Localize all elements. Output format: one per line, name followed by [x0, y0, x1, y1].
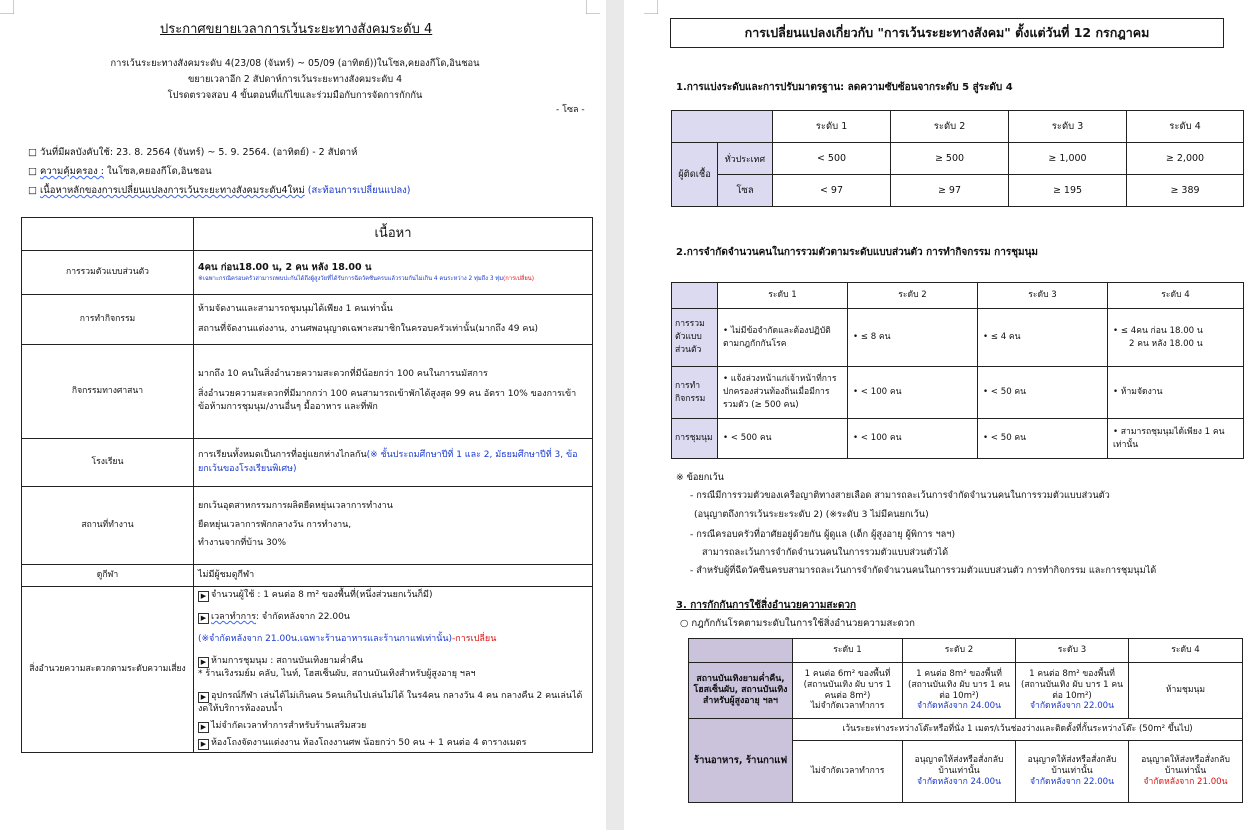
cell-line: จำกัดหลังจาก 22.00น — [1029, 701, 1115, 712]
table-cell — [903, 663, 1016, 719]
table-cell: • < 100 คน — [848, 367, 978, 419]
bullet-coverage — [28, 164, 212, 179]
signature: - โซล - — [556, 105, 585, 115]
level-header: ระดับ 3 — [1009, 111, 1127, 143]
bullet-value: 23. 8. 2564 (จันทร์) ~ 5. 9. 2564. (อาทิตย์) - 2 สัปดาห์ — [116, 147, 358, 158]
level-header: ระดับ 3 — [1016, 639, 1129, 663]
cell-line: จำกัดหลังจาก 24.00น — [916, 701, 1002, 712]
exception-line: (อนุญาตถึงการเว้นระยะระดับ 2) (※ระดับ 3 ไม่มีคนยกเว้น) — [694, 509, 929, 520]
gathering-table — [671, 282, 1244, 459]
row-category: การทำกิจกรรม — [22, 295, 194, 345]
cell-line: อนุญาตให้ส่งหรือสั่งกลับบ้านเท่านั้น — [1141, 755, 1230, 777]
table-cell — [1016, 741, 1129, 803]
row-line: มากถึง 10 คนในสิ่งอำนวยความสะดวกที่มีน้อยกว่า 100 คนในการนมัสการ — [198, 368, 488, 379]
section-1-heading: 1.การแบ่งระดับและการปรับมาตรฐาน: ลดความซับซ้อนจากระดับ 5 สู่ระดับ 4 — [676, 82, 1013, 93]
row-line: การเรียนทั้งหมดเป็นการที่อยู่แยกห่างไกลกัน — [198, 449, 367, 460]
row-content — [194, 487, 593, 565]
table-cell: ≥ 2,000 — [1127, 143, 1244, 175]
table-row — [22, 295, 593, 345]
table-row — [672, 309, 1244, 367]
row-line: ▶ อุปกรณ์กีฬา เล่นได้ไม่เกินคน 5คนเกินไปเล่นไม่ได้ ในร4คน กลางวัน 4 คน กลางคืน 2 คนเล่นได้ งดให้บริการห้องอบน้ำ — [198, 691, 583, 715]
table-cell: • < 500 คน — [718, 419, 848, 459]
square-bullet-icon: □ — [28, 166, 40, 177]
cell-line: 1 คนต่อ 8m² ของพื้นที่ (สถานบันเทิง ผับ บาร 1 คนต่อ 10m²) — [907, 669, 1011, 701]
table-cell: • ≤ 8 คน — [848, 309, 978, 367]
bullet-label: ความคุ้มครอง : — [40, 166, 104, 177]
checkbox-icon: ▶ — [198, 657, 209, 668]
corner-mark — [0, 0, 14, 14]
level-header: ระดับ 4 — [1129, 639, 1243, 663]
cell-line: จำกัดหลังจาก 24.00น — [916, 776, 1002, 787]
row-category: สถานที่ทำงาน — [22, 487, 194, 565]
row-line: ห้ามจัดงานและสามารถชุมนุมได้เพียง 1 คนเท่านั้น — [198, 303, 393, 314]
row-sublabel: โซล — [718, 175, 773, 207]
page-title: ประกาศขยายเวลาการเว้นระยะทางสังคมระดับ 4 — [160, 22, 433, 37]
checkbox-icon: ▶ — [198, 591, 209, 602]
bullet-main-changes — [28, 183, 411, 198]
level-header: ระดับ 2 — [848, 283, 978, 309]
corner-mark — [644, 0, 658, 14]
table-header-empty — [22, 218, 194, 251]
level-header: ระดับ 1 — [793, 639, 903, 663]
cell-line: จำกัดหลังจาก 21.00น — [1143, 776, 1228, 787]
table-cell: • < 50 คน — [978, 419, 1108, 459]
section-3-heading: 3. การกักกันการใช้สิ่งอำนวยความสะดวก — [676, 600, 857, 611]
cell-line: 1 คนต่อ 8m² ของพื้นที่ (สถานบันเทิง ผับ บาร 1 คนต่อ 10m²) — [1020, 669, 1124, 701]
row-category: ดูกีฬา — [22, 565, 194, 587]
intro-line-3: โปรดตรวจสอบ 4 ขั้นตอนที่แก้ไขและร่วมมือกับการจัดการกักกัน — [167, 90, 423, 101]
table-row — [22, 565, 593, 587]
cell-line: จำกัดหลังจาก 22.00น — [1029, 776, 1115, 787]
cell-line: 1 คนต่อ 6m² ของพื้นที่ (สถานบันเทิง ผับ บาร 1 คนต่อ 8m²) — [803, 669, 892, 701]
level-header: ระดับ 4 — [1108, 283, 1244, 309]
corner-cell — [672, 111, 773, 143]
cell-line: อนุญาตให้ส่งหรือสั่งกลับบ้านเท่านั้น — [914, 755, 1004, 777]
table-cell — [1016, 663, 1129, 719]
cell-line: 2 คน หลัง 18.00 น — [1129, 338, 1203, 349]
row-line: ข้อห้ามการชุมนุม/งานอื่นๆ มื้ออาหาร และที่พัก — [198, 402, 378, 413]
row-label: ร้านอาหาร, ร้านกาแฟ — [689, 719, 793, 803]
table-row — [22, 345, 593, 439]
exception-line: - กรณีครอบครัวที่อาศัยอยู่ด้วยกัน ผู้ดูแล (เด็ก ผู้สูงอายุ ผู้พิการ ฯลฯ) — [690, 529, 956, 540]
row-line: ทำงานจากที่บ้าน 30% — [198, 538, 287, 549]
table-row — [672, 419, 1244, 459]
table-row — [22, 487, 593, 565]
table-row — [672, 175, 1244, 207]
table-cell: < 500 — [773, 143, 891, 175]
row-line: * ร้านเริงรมย์ม คลับ, ไนท์, โฮสเซ็นผับ, สถานบันเทิงสำหรับผู้สูงอายุ ฯลฯ — [198, 669, 476, 680]
row-content — [194, 587, 593, 753]
row-line: ▶ ห้ามการชุมนุม : สถานบันเทิงยามค่ำคืน — [198, 655, 588, 668]
corner-cell — [689, 639, 793, 663]
table-cell: < 97 — [773, 175, 891, 207]
table-row — [672, 283, 1244, 309]
page-title: การเปลี่ยนแปลงเกี่ยวกับ "การเว้นระยะทางสังคม" ตั้งแต่วันที่ 12 กรกฎาคม — [670, 18, 1224, 48]
cell-line: ไม่จำกัดเวลาทำการ — [810, 701, 885, 712]
row-line-blue: (※ ชั้นประถมศึกษาปีที่ 1 และ 2, มัธยมศึกษาปีที่ 3, ข้อยกเว้นของโรงเรียนพิเศษ) — [198, 449, 578, 474]
table-cell: • สามารถชุมนุมได้เพียง 1 คนเท่านั้น — [1108, 419, 1244, 459]
exception-line: - สำหรับผู้ที่ฉีดวัคซีนครบสามารถละเว้นการจำกัดจำนวนคนในการรวมตัวแบบส่วนตัว การทำกิจกรรม และการชุมนุมได้ — [690, 565, 1157, 576]
exception-line: - กรณีมีการรวมตัวของเครือญาติทางสายเลือด สามารถละเว้นการจำกัดจำนวนคนในการรวมตัวแบบส่วนตัว — [690, 490, 1110, 501]
row-label: การทำกิจกรรม — [672, 367, 718, 419]
cell-line: • ≤ 4คน ก่อน 18.00 น — [1113, 325, 1203, 336]
table-cell — [1108, 309, 1244, 367]
table-cell: • ห้ามจัดงาน — [1108, 367, 1244, 419]
exceptions-title: ※ ข้อยกเว้น — [676, 472, 724, 483]
level-header: ระดับ 1 — [773, 111, 891, 143]
gathering-limit: 4คน ก่อน18.00 น, 2 คน หลัง 18.00 น — [198, 261, 372, 273]
checkbox-icon: ▶ — [198, 722, 209, 733]
table-header: เนื้อหา — [194, 218, 593, 251]
checkbox-icon: ▶ — [198, 739, 209, 750]
levels-table — [671, 110, 1244, 207]
row-category: การรวมตัวแบบส่วนตัว — [22, 251, 194, 295]
row-line: ▶ ไม่จำกัดเวลาทำการสำหรับร้านเสริมสวย — [198, 720, 588, 733]
table-cell — [1129, 741, 1243, 803]
row-label: ผู้ติดเชื้อ — [672, 143, 718, 207]
row-line: (※จำกัดหลังจาก 21.00น.เฉพาะร้านอาหารและร้านกาแฟเท่านั้น)-การเปลี่ยน — [198, 634, 497, 645]
row-content: ไม่มีผู้ชมดูกีฬา — [194, 565, 593, 587]
table-cell: ≥ 97 — [891, 175, 1009, 207]
table-cell: ≥ 500 — [891, 143, 1009, 175]
table-cell — [793, 663, 903, 719]
row-line: ▶ จำนวนผู้ใช้ : 1 คนต่อ 8 m² ของพื้นที่(หนึ่งส่วนยกเว้นก็มี) — [198, 589, 588, 602]
section-3-subheading: ○ กฎกักกันโรคตามระดับในการใช้สิ่งอำนวยความสะดวก — [680, 618, 915, 629]
table-cell: • ไม่มีข้อจำกัดและต้องปฏิบัติตามกฎกักกันโรค — [718, 309, 848, 367]
table-row — [22, 439, 593, 487]
section-2-heading: 2.การจำกัดจำนวนคนในการรวมตัวตามระดับแบบส่วนตัว การทำกิจกรรม การชุมนุม — [676, 247, 1039, 258]
cell-line: อนุญาตให้ส่งหรือสั่งกลับบ้านเท่านั้น — [1027, 755, 1117, 777]
row-sublabel: ทั่วประเทศ — [718, 143, 773, 175]
table-cell: • แจ้งล่วงหน้าแก่เจ้าหน้าที่การปกครองส่วนท้องถิ่นเมื่อมีการรวมตัว (≥ 500 คน) — [718, 367, 848, 419]
bullet-effective-date — [28, 145, 357, 160]
square-bullet-icon: □ — [28, 147, 40, 158]
corner-cell — [672, 283, 718, 309]
table-cell: ไม่จำกัดเวลาทำการ — [793, 741, 903, 803]
table-cell: • < 100 คน — [848, 419, 978, 459]
table-cell: • ≤ 4 คน — [978, 309, 1108, 367]
row-content — [194, 251, 593, 295]
checkbox-icon: ▶ — [198, 613, 209, 624]
row-line: ยืดหยุ่นเวลาการพักกลางวัน การทำงาน, — [198, 519, 352, 530]
row-content — [194, 345, 593, 439]
row-line: ยกเว้นอุตสาหกรรมการผลิตยืดหยุ่นเวลาการทำงาน — [198, 500, 393, 511]
intro-line-2: ขยายเวลาอีก 2 สัปดาห์การเว้นระยะทางสังคมระดับ 4 — [187, 74, 403, 85]
level-header: ระดับ 4 — [1127, 111, 1244, 143]
table-row — [22, 251, 593, 295]
table-row — [689, 663, 1243, 719]
row-label: การชุมนุม — [672, 419, 718, 459]
level-header: ระดับ 2 — [891, 111, 1009, 143]
row-category: กิจกรรมทางศาสนา — [22, 345, 194, 439]
table-row — [672, 367, 1244, 419]
corner-mark — [586, 0, 600, 14]
table-cell: • < 50 คน — [978, 367, 1108, 419]
row-line: ▶ ห้องโถงจัดงานแต่งงาน ห้องโถงงานศพ น้อยกว่า 50 คน + 1 คนต่อ 4 ตารางเมตร — [198, 737, 588, 750]
checkbox-icon: ▶ — [198, 692, 209, 703]
bullet-label: เนื้อหาหลักของการเปลี่ยนแปลงการเว้นระยะทางสังคมระดับ4ใหม่ — [40, 185, 305, 196]
table-cell: ห้ามชุมนุม — [1129, 663, 1243, 719]
square-bullet-icon: □ — [28, 185, 40, 196]
table-cell: ≥ 1,000 — [1009, 143, 1127, 175]
row-line: ▶ เวลาทำการ: จำกัดหลังจาก 22.00น — [198, 611, 588, 624]
level-header: ระดับ 2 — [903, 639, 1016, 663]
gathering-note: ※เฉพาะกรณีครอบครัวสามารถพบปะกันได้ถึงผู้สูงวัยที่ได้รับการฉีดวัคซีนครบแล้วรวมกันไม่เกิน 4 คนระหว่าง 2 ทุ่มถึง 3 ทุ่ม(การเปลี่ยน) — [198, 276, 535, 283]
level-header: ระดับ 3 — [978, 283, 1108, 309]
intro-line-1: การเว้นระยะทางสังคมระดับ 4(23/08 (จันทร์) ~ 05/09 (อาทิตย์))ในโซล,คยองกีโด,อินชอน — [110, 58, 480, 69]
level-header: ระดับ 1 — [718, 283, 848, 309]
bullet-value: ในโซล,คยองกีโด,อินชอน — [106, 166, 212, 177]
table-cell — [903, 741, 1016, 803]
row-category: สิ่งอำนวยความสะดวกตามระดับความเสี่ยง — [22, 587, 194, 753]
row-line: สิ่งอำนวยความสะดวกที่มีมากกว่า 100 คนสามารถเข้าพักได้สูงสุด 99 คน อัตรา 10% ของการเข้า — [198, 388, 577, 399]
bullet-label: วันที่มีผลบังคับใช้: — [40, 147, 114, 158]
right-page — [624, 0, 1252, 830]
row-label: สถานบันเทิงยามค่ำคืน, โฮสเซ็นผับ, สถานบันเทิงสำหรับผู้สูงอายุ ฯลฯ — [689, 663, 793, 719]
row-content — [194, 295, 593, 345]
table-cell: เว้นระยะห่างระหว่างโต๊ะหรือที่นั่ง 1 เมตร/เว้นช่องว่างและติดตั้งที่กั้นระหว่างโต๊ะ (50m² ขึ้นไป) — [793, 719, 1243, 741]
changes-link[interactable]: (สะท้อนการเปลี่ยนแปลง) — [307, 185, 411, 196]
table-row — [672, 143, 1244, 175]
table-cell: ≥ 389 — [1127, 175, 1244, 207]
facilities-table — [688, 638, 1243, 803]
row-label: การรวมตัวแบบส่วนตัว — [672, 309, 718, 367]
table-cell: ≥ 195 — [1009, 175, 1127, 207]
left-page — [0, 0, 606, 830]
table-row — [689, 719, 1243, 741]
rules-table — [21, 217, 593, 753]
table-row — [689, 639, 1243, 663]
table-row — [22, 587, 593, 753]
row-line: สถานที่จัดงานแต่งงาน, งานศพอนุญาตเฉพาะสมาชิกในครอบครัวเท่านั้น(มากถึง 49 คน) — [198, 323, 539, 334]
row-category: โรงเรียน — [22, 439, 194, 487]
exception-line: สามารถละเว้นการจำกัดจำนวนคนในการรวมตัวแบบส่วนตัวได้ — [702, 547, 949, 558]
row-content — [194, 439, 593, 487]
table-row — [672, 111, 1244, 143]
